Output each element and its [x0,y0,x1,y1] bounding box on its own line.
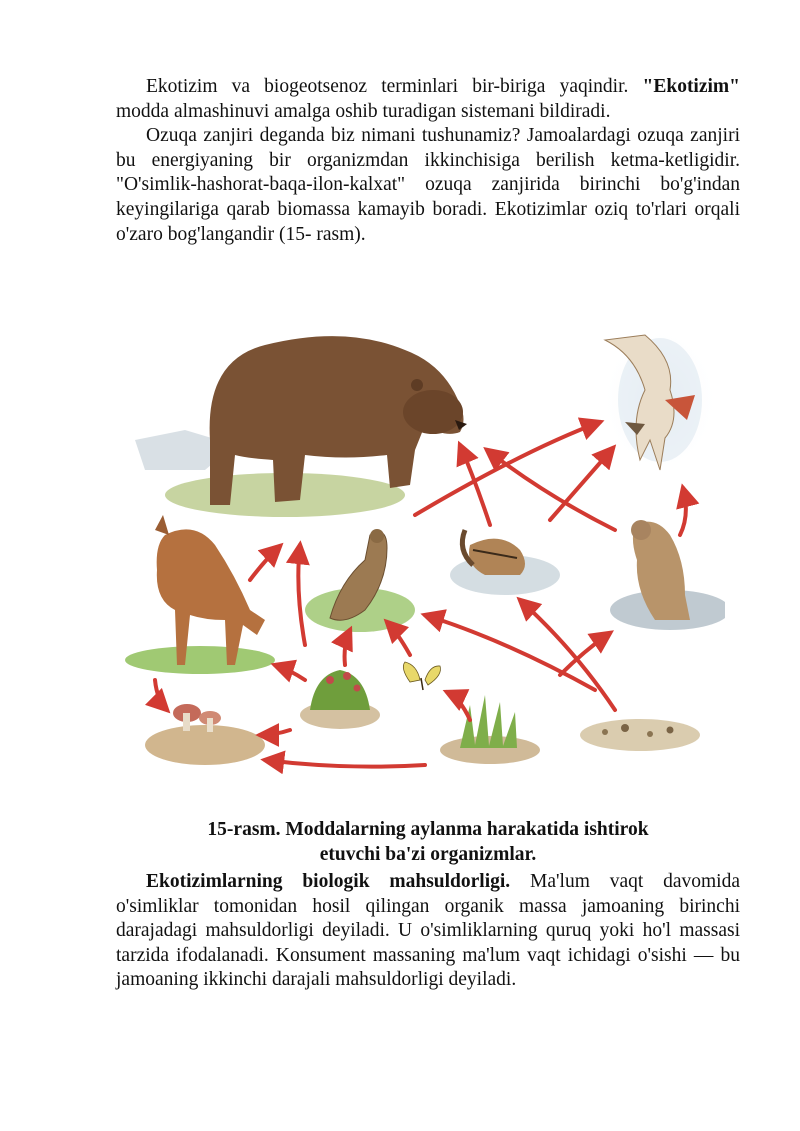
paragraph [116,75,740,124]
figure-caption [116,818,740,867]
shrub-illustration [300,670,380,729]
deer-illustration [125,515,275,674]
bear-illustration [135,336,467,517]
paragraph [116,870,740,993]
caption-line-2: etuvchi ba'zi organizmlar. [319,843,537,865]
soil-illustration [580,719,700,751]
grass-illustration [440,695,540,764]
grouse-illustration [305,529,415,632]
text-run: Ma'lum vaqt davomida o'simliklar tomonidan hosil qilingan organik massa jamoaning birinchi darajadagi mahsuldorligi deyiladi. U o'simliklarning quruq yoki ho'l massasi tarzida ifodalanadi. Konsument massaning ma'lum vaqt ichidagi o'sishi — bu jamoaning ikkinchi darajali mahsuldorligi deyiladi. [116,871,740,991]
mushroom-illustration [145,704,265,765]
food-web-figure [125,320,725,790]
caption-line-1: 15-rasm. Moddalarning aylanma harakatida ishtirok [207,819,649,840]
bold-text: Ekotizimlarning biologik mahsuldorligi. [146,871,511,892]
text-run: Ekotizim va biogeotsenoz terminlari bir-biriga yaqindir. [146,76,643,97]
butterfly-illustration [403,662,440,690]
text-run: modda almashinuvi amalga oshib turadigan sistemani bildiradi. [116,100,611,122]
chipmunk-illustration [450,530,560,595]
intro-text [116,75,740,247]
hawk-illustration [600,325,720,475]
bold-text: "Ekotizim" [642,76,740,97]
text-run: Ozuqa zanjiri deganda biz nimani tushunamiz? Jamoalardagi ozuqa zanjiri bu energiyaning bir organizmdan ikkinchisiga berilish ketma-ketligidir. "O'simlik-hashorat-baqa-ilon-kalxat" ozuqa zanjirida birinchi bo'g'indan keyingilariga qarab biomassa kamayib boradi. Ekotizimlar oziq to'rlari orqali o'zaro bog'langandir (15- rasm). [116,125,740,245]
paragraph [116,124,740,247]
productivity-text [116,870,740,993]
ground-squirrel-illustration [610,520,725,630]
